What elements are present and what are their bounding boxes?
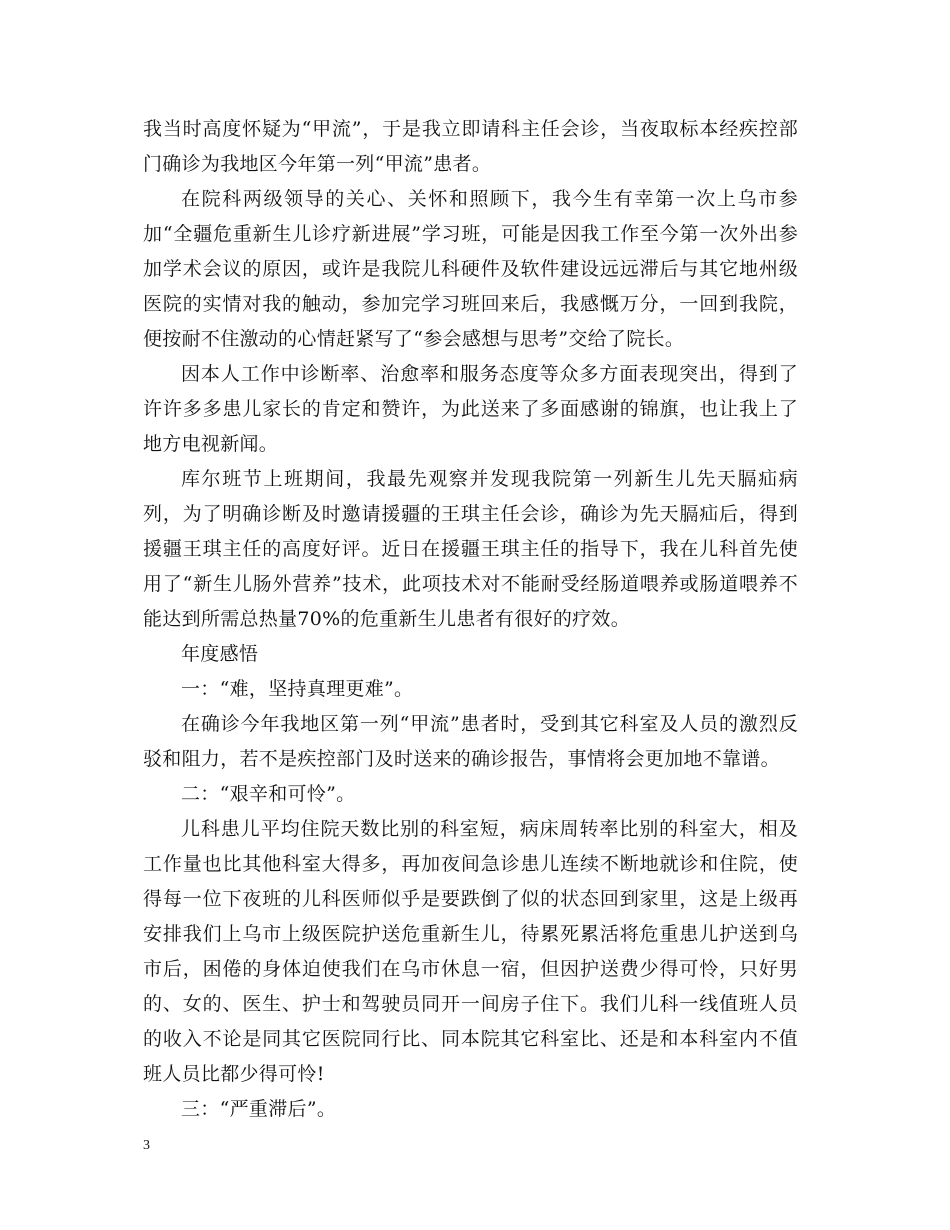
paragraph-2: 在院科两级领导的关心、关怀和照顾下，我今生有幸第一次上乌市参加“全疆危重新生儿诊疗新进展”学习班，可能是因我工作至今第一次外出参加学术会议的原因，或许是我院儿科硬件及软件建设远远滞后与其它地州级医院的实情对我的触动，参加完学习班回来后，我感慨万分，一回到我院，便按耐不住激动的心情赶紧写了“参会感想与思考”交给了院长。 (143, 188, 798, 350)
paragraph-9: 儿科患儿平均住院天数比别的科室短，病床周转率比别的科室大，相及工作量也比其他科室大得多，再加夜间急诊患儿连续不断地就诊和住院，使得每一位下夜班的儿科医师似乎是要跌倒了似的状态回到家里，这是上级再安排我们上乌市上级医院护送危重新生儿，待累死累活将危重患儿护送到乌市后，困倦的身体迫使我们在乌市休息一宿，但因护送费少得可怜，只好男的、女的、医生、护士和驾驶员同开一间房子住下。我们儿科一线值班人员的收入不论是同其它医院同行比、同本院其它科室比、还是和本科室内不值班人员比都少得可怜! (143, 818, 798, 1085)
page-number: 3 (143, 1138, 150, 1153)
reflection-point-2-heading: 二：“艰辛和可怜”。 (181, 783, 356, 805)
paragraph-1: 我当时高度怀疑为“甲流”，于是我立即请科主任会诊，当夜取标本经疾控部门确诊为我地区今年第一列“甲流”患者。 (143, 118, 798, 175)
paragraph-7: 在确诊今年我地区第一列“甲流”患者时，受到其它科室及人员的激烈反驳和阻力，若不是疾控部门及时送来的确诊报告，事情将会更加地不靠谱。 (143, 713, 798, 770)
paragraph-3: 因本人工作中诊断率、治愈率和服务态度等众多方面表现突出，得到了许许多多患儿家长的肯定和赞许，为此送来了多面感谢的锦旗，也让我上了地方电视新闻。 (143, 363, 798, 455)
document-body (143, 112, 798, 1127)
section-heading-annual-reflection: 年度感悟 (181, 643, 259, 665)
reflection-point-3-heading: 三：“严重滞后”。 (181, 1098, 337, 1120)
reflection-point-1-heading: 一：“难，坚持真理更难”。 (181, 678, 414, 700)
paragraph-4: 库尔班节上班期间，我最先观察并发现我院第一列新生儿先天膈疝病列，为了明确诊断及时邀请援疆的王琪主任会诊，确诊为先天膈疝后，得到援疆王琪主任的高度好评。近日在援疆王琪主任的指导下，我在儿科首先使用了“新生儿肠外营养”技术，此项技术对不能耐受经肠道喂养或肠道喂养不能达到所需总热量70%的危重新生儿患者有很好的疗效。 (143, 468, 798, 630)
